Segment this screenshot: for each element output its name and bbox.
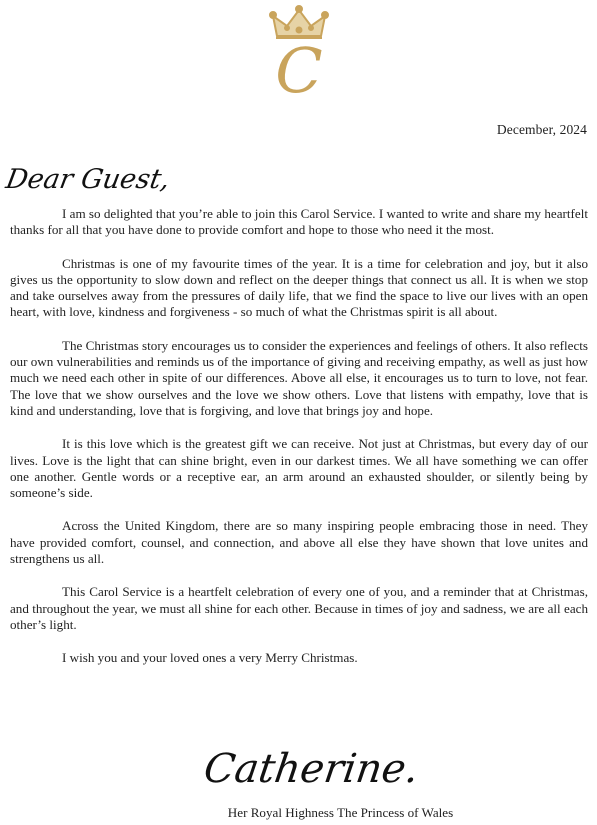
paragraph-4: It is this love which is the greatest gift we can receive. Not just at Christmas, but every day of our lives. Love is the light that can shine bright, even in our darkest times. We all have something we can offer one another. Gentle words or a receptive ear, an arm around an exhausted shoulder, or silently being by someone’s side. xyxy=(10,436,588,501)
salutation-text: Dear Guest, xyxy=(3,164,173,195)
royal-monogram xyxy=(249,4,349,107)
paragraph-1: I am so delighted that you’re able to join this Carol Service. I wanted to write and share my heartfelt thanks for all that you have done to provide comfort and hope to those who need it the most. xyxy=(10,206,588,238)
paragraph-5: Across the United Kingdom, there are so many inspiring people embracing those in need. They have provided comfort, counsel, and connection, and above all else they have shown that love unites and strengthens us all. xyxy=(10,518,588,567)
paragraph-2: Christmas is one of my favourite times of the year. It is a time for celebration and joy, but it also gives us the opportunity to slow down and reflect on the deeper things that connect us all. It is when we stop and take ourselves away from the pressures of daily life, that we find the space to live our lives with an open heart, with love, kindness and forgiveness - so much of what the Christmas spirit is all about. xyxy=(10,255,588,320)
letter-body xyxy=(10,206,588,684)
monogram-letter: C xyxy=(275,34,323,107)
paragraph-6: This Carol Service is a heartfelt celebration of every one of you, and a reminder that at Christmas, and throughout the year, we must all shine for each other. Because in times of joy and sadness, we are all each other’s light. xyxy=(10,584,588,632)
signatory-title: Her Royal Highness The Princess of Wales xyxy=(227,805,454,820)
signatory-block xyxy=(0,805,597,821)
signature-text: Catherine. xyxy=(201,746,422,792)
paragraph-3: The Christmas story encourages us to consider the experiences and feelings of others. It also reflects our own vulnerabilities and reminds us of the importance of giving and receiving empathy, as well as just how much we need each other in spite of our differences. Above all else, it encourages us to turn to love, not fear. The love that we show ourselves and the love we show others. Love that listens with empathy, love that is kind and understanding, love that is forgiving, and love that brings joy and hope. xyxy=(10,337,588,418)
signature xyxy=(201,736,422,798)
salutation xyxy=(3,158,173,198)
letter-date: December, 2024 xyxy=(496,122,587,137)
closing-line: I wish you and your loved ones a very Merry Christmas. xyxy=(62,650,358,666)
